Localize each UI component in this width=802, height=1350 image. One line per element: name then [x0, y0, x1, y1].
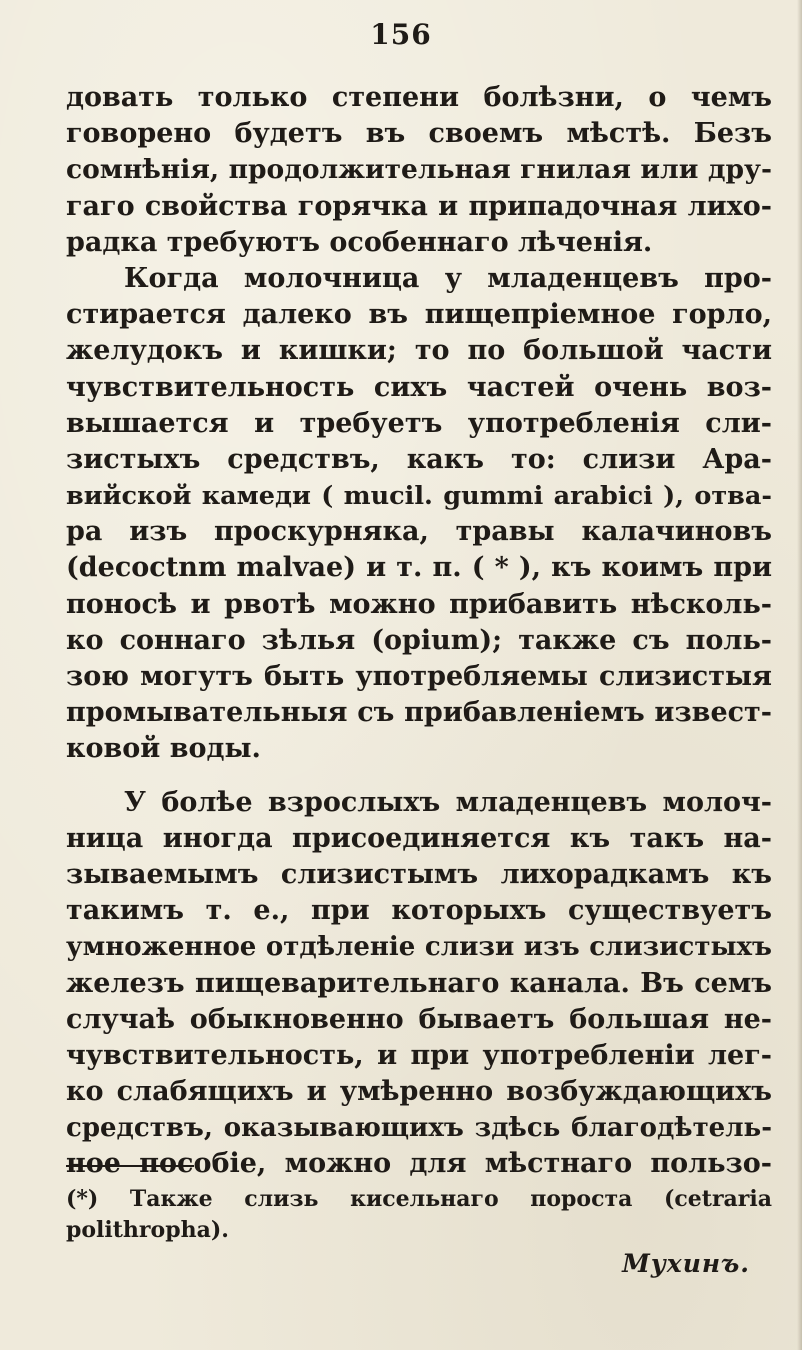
text-line: ковой воды. [66, 733, 261, 765]
text-line: умноженное отдѣленіе слизи изъ слизистыхъ [66, 932, 772, 963]
text-line: железъ пищеварительнаго канала. Въ семъ [66, 967, 772, 999]
text-line: говорено будетъ въ своемъ мѣстѣ. Безъ [66, 118, 772, 150]
footnote-line: (*) Также слизь кисельнаго пороста (cetraria [66, 1186, 772, 1212]
paragraph-2 [66, 261, 772, 768]
page-edge-shadow [797, 0, 802, 1350]
text-line: довать только степени болѣзни, о чемъ [66, 82, 772, 113]
text-line: ра изъ проскурняка, травы калачиновъ [66, 516, 772, 548]
text-line: У болѣе взрослыхъ младенцевъ молоч- [124, 786, 772, 818]
text-line: промывательныя съ прибавленіемъ извест- [66, 697, 772, 729]
paragraph-gap [66, 768, 772, 785]
body-text [66, 80, 772, 1183]
footnote [66, 1184, 772, 1246]
text-line: такимъ т. е., при которыхъ существуетъ [66, 895, 772, 927]
paragraph-3 [66, 785, 772, 1183]
text-line: зываемымъ слизистымъ лихорадкамъ къ [66, 858, 772, 890]
text-line: вийской камеди ( mucil. gummi arabici ), отва- [66, 481, 772, 512]
text-line: ко соннаго зѣлья (opium); также съ поль- [66, 624, 772, 656]
text-line: средствъ, оказывающихъ здѣсь благодѣтель- [66, 1113, 772, 1144]
text-line: поносѣ и рвотѣ можно прибавить нѣсколь- [66, 588, 772, 620]
author-signature: Мухинъ. [622, 1249, 750, 1278]
paragraph-1 [66, 80, 772, 261]
page-number: 156 [370, 18, 432, 51]
text-line: зою могутъ быть употребляемы слизистыя [66, 661, 772, 692]
text-line: зистыхъ средствъ, какъ то: слизи Ара- [66, 443, 772, 475]
text-line: радка требуютъ особеннаго лѣченія. [66, 226, 653, 258]
text-line: случаѣ обыкновенно бываетъ большая не- [66, 1003, 772, 1035]
text-line: ное пособіе, можно для мѣстнаго пользо- [66, 1148, 772, 1180]
text-line: ница иногда присоединяется къ такъ на- [66, 822, 772, 854]
footnote-rule [66, 1165, 194, 1167]
text-line: желудокъ и кишки; то по большой части [66, 335, 772, 367]
text-line: чувствительность, и при употребленіи лег- [66, 1039, 772, 1071]
text-line: стирается далеко въ пищепріемное горло, [66, 299, 772, 331]
text-line: чувствительность сихъ частей очень воз- [66, 371, 772, 403]
text-line: сомнѣнія, продолжительная гнилая или дру- [66, 154, 772, 186]
text-line: ко слабящихъ и умѣренно возбуждающихъ [66, 1076, 772, 1108]
text-line: гаго свойства горячка и припадочная лихо- [66, 190, 772, 222]
text-line: вышается и требуетъ употребленія сли- [66, 407, 772, 439]
text-line: (decoctnm malvae) и т. п. ( * ), къ коимъ при [66, 552, 772, 584]
footnote-line: polithropha). [66, 1217, 229, 1243]
text-line: Когда молочница у младенцевъ про- [124, 262, 772, 294]
